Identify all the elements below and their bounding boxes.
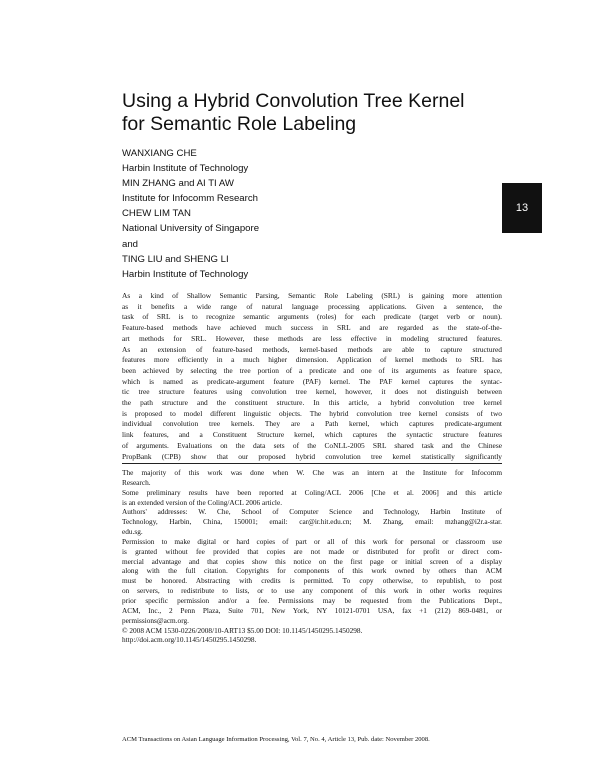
author-name: TING LIU and SHENG LI [122,253,229,265]
footnote-line: must be honored. Abstracting with credits is permitted. To copy otherwise, to republish, to post [122,576,502,586]
footnote-line: Authors' addresses: W. Che, School of Computer Science and Technology, Harbin Institute of [122,507,502,517]
footnote-line: Technology, Harbin, China, 150001; email: car@ir.hit.edu.cn; M. Zhang, email: mzhang@i2r.a-star. [122,517,502,527]
footnote-line: Some preliminary results have been reported at Coling/ACL 2006 [Che et al. 2006] and this article [122,487,502,497]
paper-title [122,90,502,136]
abstract-line: been achieved by selecting the tree portion of a predicate and one of its arguments as feature space, [122,365,502,375]
author-name: MIN ZHANG and AI TI AW [122,178,234,190]
footnote-line: is an extended version of the Coling/ACL 2006 article. [122,497,283,507]
footnote-line: prior specific permission and/or a fee. Permissions may be requested from the Publications Dept., [122,595,502,605]
footnote-line: The majority of this work was done when W. Che was an intern at the Institute for Infocomm [122,468,502,477]
footnote-line: edu.sg. [122,527,143,537]
abstract-line: link features, and a Constituent Structure kernel, which captures the syntactic structure features [122,430,502,440]
footnote-line: along with the full citation. Copyrights for components of this work owned by others than ACM [122,566,502,576]
footnote-line: ACM, Inc., 2 Penn Plaza, Suite 701, New York, NY 10121-0701 USA, fax +1 (212) 869-0481, or [122,605,502,615]
abstract-line: of arguments. Evaluations on the data sets of the CoNLL-2005 SRL shared task and the Chinese [122,440,502,450]
author-name: WANXIANG CHE [122,148,197,159]
abstract-line: which is named as predicate-argument feature (PAF) kernel. The PAF kernel captures the syntac- [122,376,502,386]
footnote-line: Permission to make digital or hard copies of part or all of this work for personal or classroom use [122,536,502,546]
abstract-line: PropBank (CPB) show that our proposed hybrid convolution tree kernel statistically significantly [122,451,502,461]
abstract-line: art methods for SRL. However, these methods are less effective in modeling structured features. [122,333,502,343]
abstract-line: as it benefits a wide range of natural language processing applications. Given a sentence, the [122,301,502,311]
footnote-line: http://doi.acm.org/10.1145/1450295.1450298. [122,635,257,645]
footnote-line: on servers, to redistribute to lists, or to use any component of this work in other works requires [122,586,502,596]
footnotes [122,468,502,645]
abstract-line: tic tree structure features using convolution tree kernel, however, it does not distinguish between [122,387,502,397]
author-block [122,146,422,282]
author-conjunction: and [122,238,139,250]
footnote-line: is granted without fee provided that copies are not made or distributed for profit or direct com- [122,546,502,556]
footnote-line: Research. [122,477,151,487]
footnote-line: © 2008 ACM 1530-0226/2008/10-ART13 $5.00 DOI: 10.1145/1450295.1450298. [122,625,363,635]
article-number: 13 [515,202,529,214]
abstract-line: task of SRL is to recognize semantic arguments (roles) for each predicate (target verb or noun). [122,312,502,322]
abstract-line: features more efficiently in a much higher dimension. Application of kernel methods to SRL has [122,355,502,365]
abstract-line: individual convolution tree kernels. They are a Path kernel, which captures predicate-argument [122,419,502,429]
abstract-line: the path structure and the constituent structure. In this article, a hybrid convolution tree kernel [122,398,502,408]
footnote-divider [122,463,502,464]
abstract-line: Feature-based methods have achieved much success in SRL and are regarded as the state-of-the- [122,323,502,333]
article-number-tab [502,183,542,233]
footnote-line: permissions@acm.org. [122,615,189,625]
abstract-line: As an extension of feature-based methods, kernel-based methods are able to capture structured [122,344,502,354]
abstract-line: As a kind of Shallow Semantic Parsing, Semantic Role Labeling (SRL) is gaining more attention [122,291,502,300]
author-affiliation: Institute for Infocomm Research [122,193,258,205]
author-affiliation: National University of Singapore [122,223,260,235]
abstract [122,291,502,462]
footnote-line: mercial advantage and that copies show this notice on the first page or initial screen of a display [122,556,502,566]
title-line: Using a Hybrid Convolution Tree Kernel [122,90,465,112]
author-affiliation: Harbin Institute of Technology [122,268,249,280]
author-name: CHEW LIM TAN [122,208,191,220]
journal-footer: ACM Transactions on Asian Language Information Processing, Vol. 7, No. 4, Article 13, Pub. date: November 2008. [122,736,430,743]
author-affiliation: Harbin Institute of Technology [122,163,249,175]
abstract-line: is proposed to model different linguistic objects. The hybrid convolution tree kernel consists of two [122,408,502,418]
title-line: for Semantic Role Labeling [122,113,357,135]
